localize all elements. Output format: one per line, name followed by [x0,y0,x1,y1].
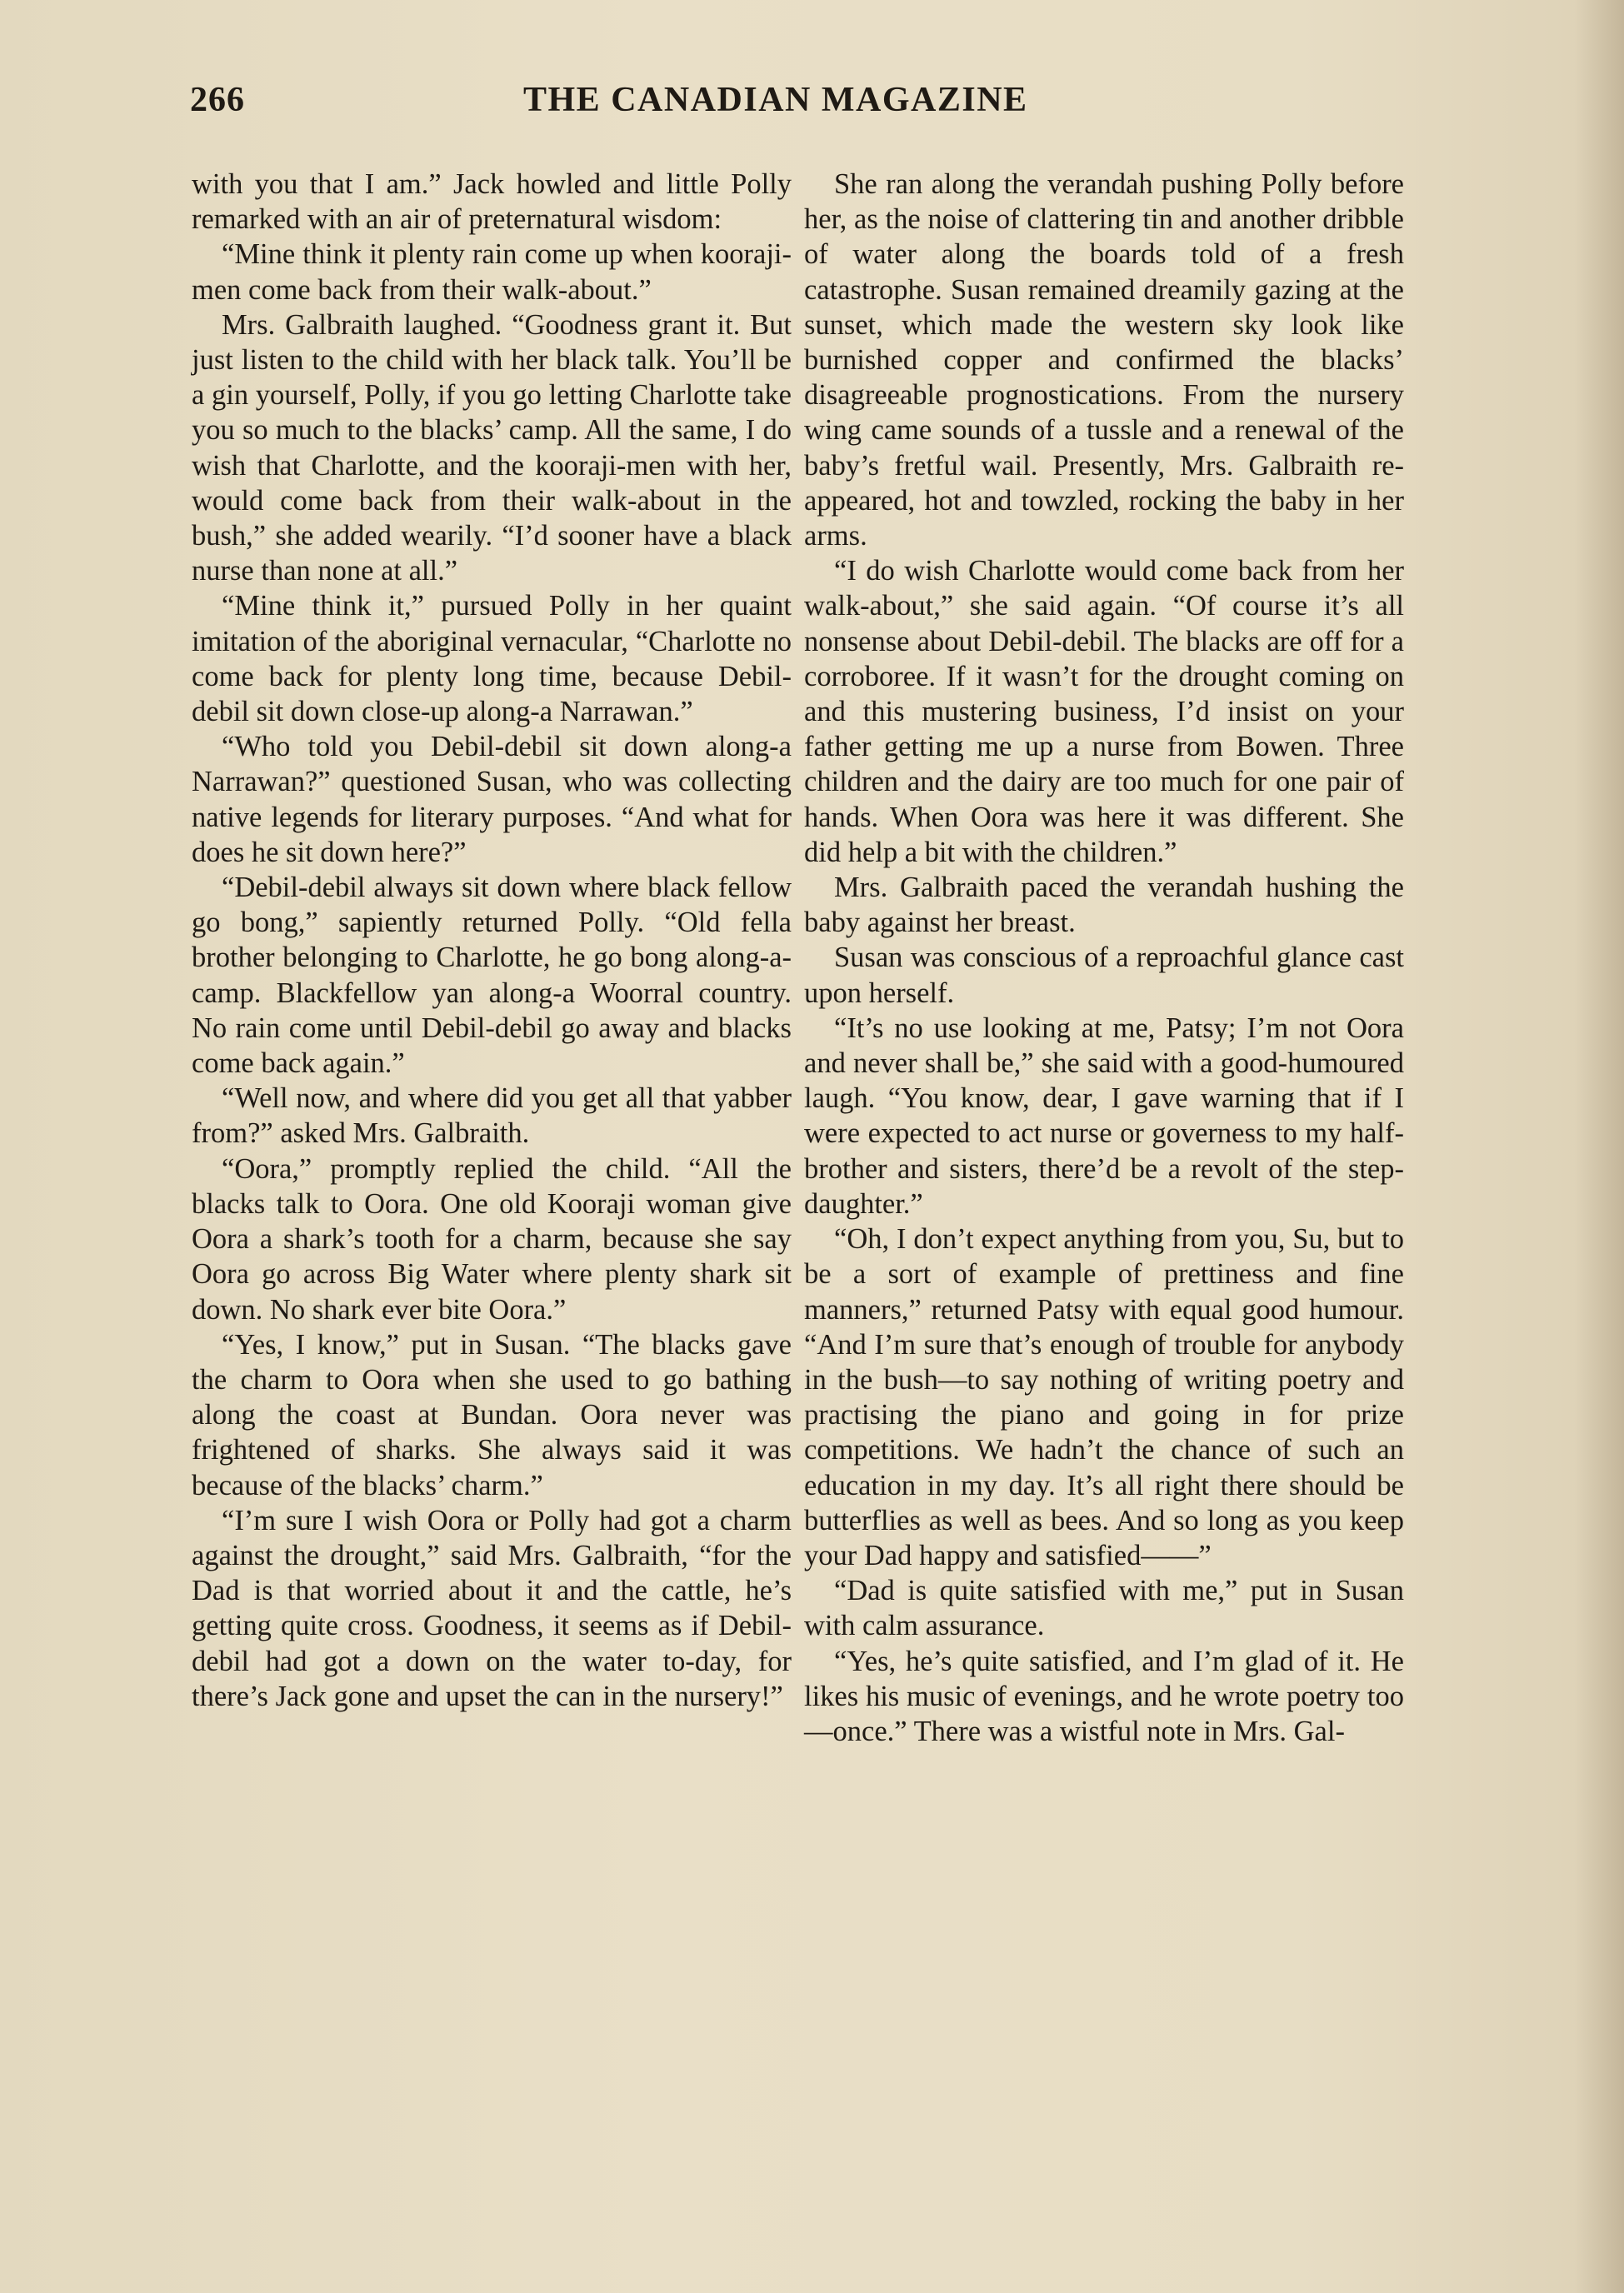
paragraph: with you that I am.” Jack howled and little Polly remarked with an air of preternatural wisdom: [192,168,792,236]
paragraph: Mrs. Galbraith paced the verandah hushing the baby against her breast. [804,872,1404,939]
paragraph: Susan was conscious of a reproachful glance cast upon herself. [804,942,1404,1009]
paragraph: She ran along the verandah pushing Polly before her, as the noise of clattering tin and another dribble of water along the boards told of a fresh catastrophe. Susan remained dreamily gazing at the sunset, which made the western sky look like burnished copper and confirmed the blacks’ disagreeable prognostications. From the nursery wing came sounds of a tussle and a renewal of the baby’s fretful wail. Presently, Mrs. Galbraith re-appeared, hot and towzled, rocking the baby in her arms. [804,168,1404,552]
paragraph: “Oora,” promptly replied the child. “All the blacks talk to Oora. One old Kooraji woman give Oora a shark’s tooth for a charm, because she say Oora go across Big Water where plenty shark sit down. No shark ever bite Oora.” [192,1152,792,1326]
paragraph: “Yes, he’s quite satisfied, and I’m glad of it. He likes his music of evenings, and he wrote poetry too—once.” There was a wistful note in Mrs. Gal- [804,1645,1404,1747]
paragraph: “Yes, I know,” put in Susan. “The blacks gave the charm to Oora when she used to go bathing along the coast at Bundan. Oora never was frightened of sharks. She always said it was because of the blacks’ charm.” [192,1328,792,1501]
right-column [804,167,1404,1749]
paragraph: “Dad is quite satisfied with me,” put in Susan with calm assurance. [804,1575,1404,1642]
paragraph: “Well now, and where did you get all that yabber from?” asked Mrs. Galbraith. [192,1082,792,1150]
paragraph: “Mine think it,” pursued Polly in her quaint imitation of the aboriginal vernacular, “Charlotte no come back for plenty long time, because Debil-debil sit down close-up along-a Narrawan.” [192,590,792,728]
paragraph: “Mine think it plenty rain come up when kooraji-men come back from their walk-about.” [192,238,792,306]
page-number: 266 [190,81,245,119]
paragraph: “Oh, I don’t expect anything from you, Su, but to be a sort of example of prettiness and fine manners,” returned Patsy with equal good humour. “And I’m sure that’s enough of trouble for anybody in the bush—to say nothing of writing poetry and practising the piano and going in for prize competitions. We hadn’t the chance of such an education in my day. It’s all right there should be butterflies as well as bees. And so long as you keep your Dad happy and satisfied——” [804,1223,1404,1571]
paragraph: “Who told you Debil-debil sit down along-a Narrawan?” questioned Susan, who was collecting native legends for literary purposes. “And what for does he sit down here?” [192,731,792,868]
left-column [192,167,792,1714]
paragraph: “Debil-debil always sit down where black fellow go bong,” sapiently returned Polly. “Old fella brother belonging to Charlotte, he go bong along-a-camp. Blackfellow yan along-a Woorral country. No rain come until Debil-debil go away and blacks come back again.” [192,872,792,1080]
paragraph: “I do wish Charlotte would come back from her walk-about,” she said again. “Of course it’s all nonsense about Debil-debil. The blacks are off for a corroboree. If it wasn’t for the drought coming on and this mustering business, I’d insist on your father getting me up a nurse from Bowen. Three children and the dairy are too much for one pair of hands. When Oora was here it was different. She did help a bit with the children.” [804,555,1404,868]
paragraph: “It’s no use looking at me, Patsy; I’m not Oora and never shall be,” she said with a good-humoured laugh. “You know, dear, I gave warning that if I were expected to act nurse or governess to my half-brother and sisters, there’d be a revolt of the step-daughter.” [804,1012,1404,1220]
page-header [190,80,1407,147]
page-edge-shadow [1574,0,1624,2293]
running-title: THE CANADIAN MAGAZINE [523,81,1028,119]
paragraph: Mrs. Galbraith laughed. “Goodness grant it. But just listen to the child with her black talk. You’ll be a gin yourself, Polly, if you go letting Charlotte take you so much to the blacks’ camp. All the same, I do wish that Charlotte, and the kooraji-men with her, would come back from their walk-about in the bush,” she added wearily. “I’d sooner have a black nurse than none at all.” [192,308,792,587]
paragraph: “I’m sure I wish Oora or Polly had got a charm against the drought,” said Mrs. Galbraith, “for the Dad is that worried about it and the cattle, he’s getting quite cross. Goodness, it seems as if Debil-debil had got a down on the water to-day, for there’s Jack gone and upset the can in the nursery!” [192,1504,792,1712]
